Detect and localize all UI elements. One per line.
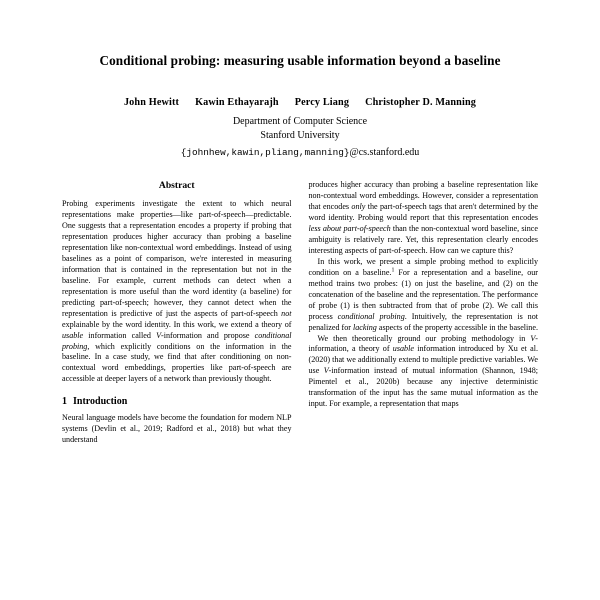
two-column-body — [62, 180, 538, 446]
affiliation — [62, 115, 538, 142]
abstract-paragraph: Probing experiments investigate the extent to which neural representations make properties—like part-of-speech—predictable. One suggests that a representation encodes a property if probing that representation produces higher accuracy than probing a baseline representation like non-contextual word embeddings. Instead of using baselines as a point of comparison, we're interested in measuring information that is contained in the representation but not in the baseline. For example, current methods can detect when a representation is more useful than the word identity (a baseline) for predicting part-of-speech; however, they cannot detect when the representation is predictive of just the aspects of part-of-speech not explainable by the word identity. In this work, we extend a theory of usable information called V-information and propose conditional probing, which explicitly conditions on the information in the baseline. In a case study, we find that after conditioning on non-contextual word embeddings, properties like part-of-speech are accessible at deeper layers of a network than previously thought. — [62, 199, 292, 384]
author-1: John Hewitt — [123, 97, 180, 109]
section-label: Introduction — [73, 396, 128, 408]
affiliation-department: Department of Computer Science — [232, 116, 368, 128]
author-3: Percy Liang — [294, 97, 350, 109]
abstract-heading: Abstract — [158, 180, 195, 192]
contact-emails — [62, 147, 538, 158]
right-column — [309, 180, 539, 446]
email-userlist: {johnhew,kawin,pliang,manning} — [180, 147, 350, 159]
intro-paragraph: Neural language models have become the foundation for modern NLP systems (Devlin et al., 2019; Radford et al., 2018) but what they understand — [62, 412, 292, 444]
left-column — [62, 180, 292, 446]
author-4: Christopher D. Manning — [365, 97, 477, 109]
section-number: 1 — [62, 396, 67, 408]
right-paragraph-2: In this work, we present a simple probing method to explicitly condition on a baseline.$^1$ For a representation and a baseline, our method trains two probes: (1) on just the baseline, and (2) on the concatenation of the baseline and the representation. The performance of probe (1) is then subtracted from that of probe (2). We call this process conditional probing. Intuitively, the representation is not penalized for lacking aspects of the property accessible in the baseline. — [308, 256, 539, 332]
affiliation-university: Stanford University — [260, 129, 340, 141]
right-paragraph-1: produces higher accuracy than probing a baseline representation like non-contextual word embeddings. However, consider a representation that encodes only the part-of-speech tags that aren't determined by the word identity. Probing would report that this representation encodes less about part-of-speech than the non-contextual word baseline, since ambiguity is relatively rare. Yet, this representation clearly encodes interesting aspects of part-of-speech. How can we capture this? — [308, 180, 538, 255]
right-paragraph-3: We then theoretically ground our probing methodology in V-information, a theory of usable information introduced by Xu et al. (2020) that we additionally extend to multiple predictive variables. We use V-information instead of mutual information (Shannon, 1948; Pimentel et al., 2020b) because any injective deterministic transformation of the input has the same mutual information as the input. For example, a representation that maps — [308, 333, 539, 409]
section-heading-introduction — [62, 395, 292, 409]
footnote-marker-1: 1 — [391, 267, 395, 274]
author-2: Kawin Ethayarajh — [195, 97, 279, 109]
email-domain: @cs.stanford.edu — [349, 147, 420, 159]
author-list — [62, 97, 538, 108]
page-title: Conditional probing: measuring usable information beyond a baseline — [99, 53, 501, 68]
